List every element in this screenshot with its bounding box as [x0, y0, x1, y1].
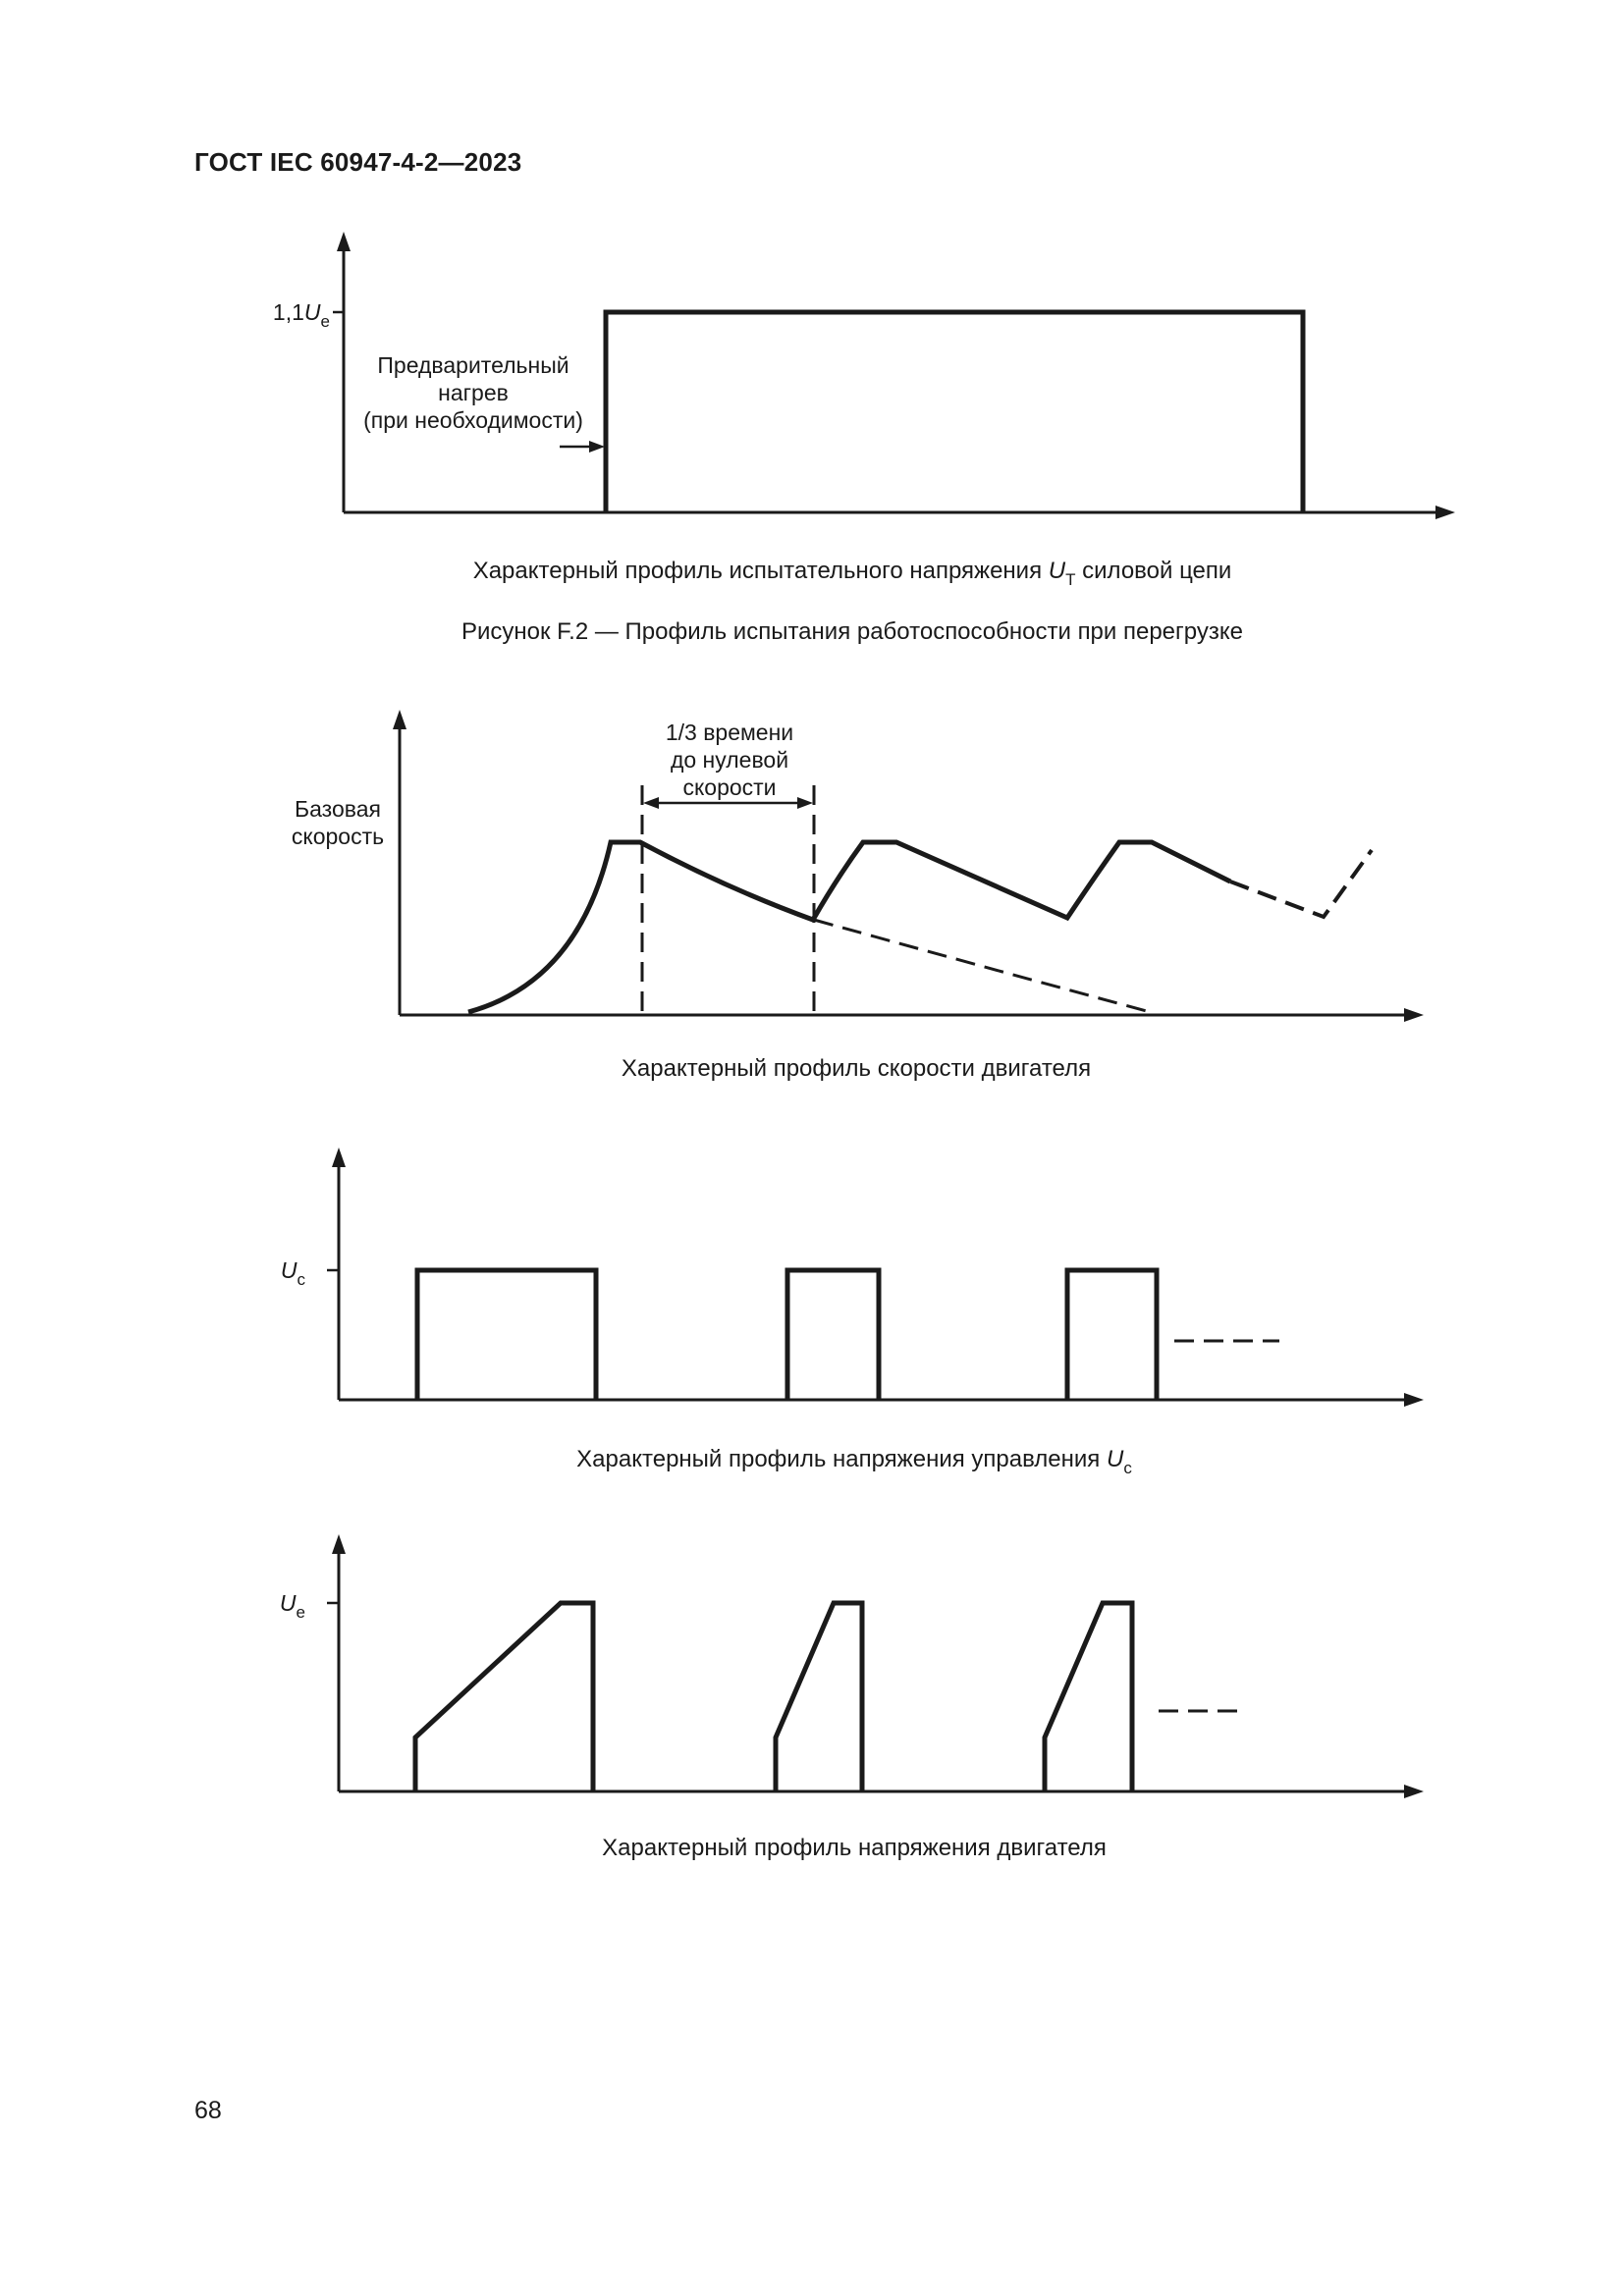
figure-title: Рисунок F.2 — Профиль испытания работоспособности при перегрузке: [461, 618, 1243, 645]
interval-left-arrow-icon: [643, 797, 659, 809]
speed-curve-continuation: [1230, 850, 1372, 917]
x-axis-arrow-icon: [1435, 506, 1455, 519]
annotation-line-2: нагрев: [438, 380, 509, 405]
motor-voltage-pulse-3: [1045, 1603, 1132, 1791]
y-axis-arrow-icon: [337, 232, 351, 251]
figure-control-voltage-profile: [281, 1148, 1424, 1477]
interval-label-line-2: до нулевой: [670, 747, 789, 773]
annotation-arrow-icon: [589, 441, 605, 453]
page-number: 68: [194, 2097, 222, 2124]
y-axis-arrow-icon: [332, 1534, 346, 1554]
motor-voltage-pulse-1: [415, 1603, 593, 1791]
annotation-line-3: (при необходимости): [363, 407, 583, 433]
x-axis-arrow-icon: [1404, 1785, 1424, 1798]
document-header: ГОСТ IEC 60947-4-2—2023: [194, 147, 522, 177]
x-axis-arrow-icon: [1404, 1393, 1424, 1407]
speed-curve: [468, 842, 1230, 1012]
figure-motor-speed-profile: [292, 710, 1424, 1082]
y-level-label: $U_c$: [280, 1257, 305, 1289]
figure2-caption: Характерный профиль скорости двигателя: [621, 1055, 1092, 1082]
figure-motor-voltage-profile: [280, 1534, 1424, 1861]
figure-test-voltage-profile: [273, 232, 1455, 645]
figure1-caption: Характерный профиль испытательного напряжения $U_T$ силовой цепи: [472, 558, 1232, 589]
y-label-line-2: скорость: [291, 824, 385, 849]
x-axis-arrow-icon: [1404, 1008, 1424, 1022]
interval-right-arrow-icon: [797, 797, 813, 809]
y-label-line-1: Базовая: [295, 796, 381, 822]
y-axis-arrow-icon: [393, 710, 406, 729]
control-pulse-3: [1067, 1270, 1157, 1400]
motor-voltage-pulse-2: [776, 1603, 862, 1791]
control-pulse-1: [417, 1270, 596, 1400]
interval-label-line-3: скорости: [682, 774, 777, 800]
y-axis-arrow-icon: [332, 1148, 346, 1167]
interval-label-line-1: 1/3 времени: [665, 720, 794, 745]
y-level-label: $U_e$: [279, 1590, 305, 1622]
figure4-caption: Характерный профиль напряжения двигателя: [602, 1835, 1107, 1861]
y-level-label: $1,1U_e$: [272, 299, 330, 331]
figure3-caption: Характерный профиль напряжения управления $U_c$: [576, 1446, 1132, 1477]
annotation-line-1: Предварительный: [377, 352, 569, 378]
coast-down-curve: [814, 920, 1154, 1013]
control-pulse-2: [787, 1270, 879, 1400]
test-voltage-pulse: [606, 312, 1303, 512]
